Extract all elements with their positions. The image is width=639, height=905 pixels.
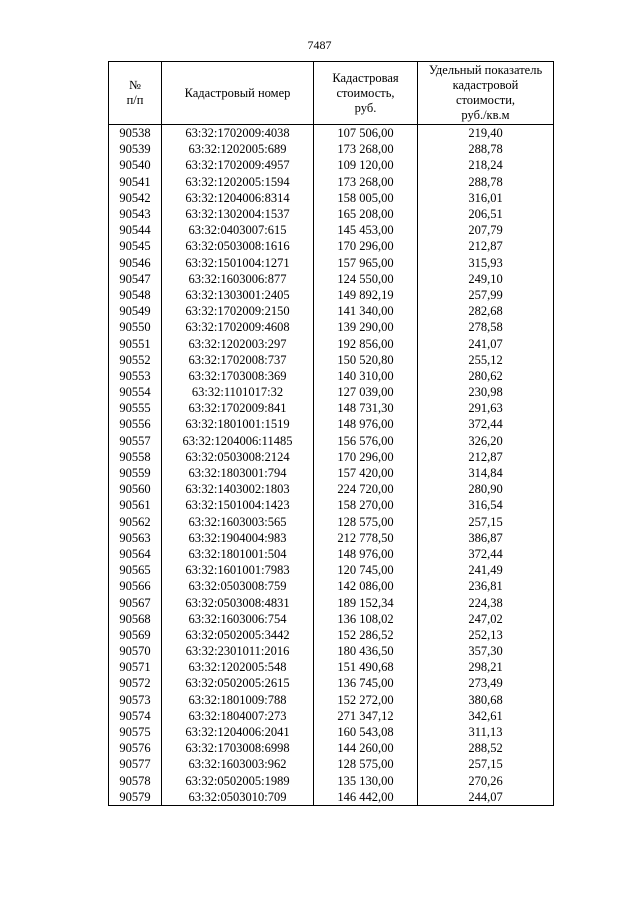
cell-cadastral-value: 152 272,00: [314, 692, 418, 708]
cell-specific-value: 218,24: [418, 157, 554, 173]
cell-row-number: 90551: [109, 335, 162, 351]
cell-cadastral-value: 180 436,50: [314, 643, 418, 659]
cell-cadastral-value: 157 420,00: [314, 465, 418, 481]
cell-cadastral-value: 136 745,00: [314, 675, 418, 691]
cell-row-number: 90563: [109, 530, 162, 546]
cell-cadastral-value: 189 152,34: [314, 594, 418, 610]
cell-cadastral-value: 151 490,68: [314, 659, 418, 675]
cell-cadastral-value: 212 778,50: [314, 530, 418, 546]
cell-specific-value: 288,52: [418, 740, 554, 756]
cell-row-number: 90566: [109, 578, 162, 594]
cell-row-number: 90560: [109, 481, 162, 497]
cell-specific-value: 244,07: [418, 789, 554, 806]
cell-cadastral-value: 152 286,52: [314, 627, 418, 643]
cell-cadastral-number: 63:32:0503010:709: [162, 789, 314, 806]
cell-specific-value: 207,79: [418, 222, 554, 238]
table-row: [109, 303, 554, 319]
cell-specific-value: 316,54: [418, 497, 554, 513]
cell-row-number: 90543: [109, 206, 162, 222]
cell-cadastral-number: 63:32:1703008:369: [162, 368, 314, 384]
cell-specific-value: 316,01: [418, 190, 554, 206]
table-row: [109, 643, 554, 659]
cell-cadastral-number: 63:32:1801001:504: [162, 546, 314, 562]
cell-row-number: 90538: [109, 125, 162, 142]
cell-specific-value: 280,90: [418, 481, 554, 497]
cell-row-number: 90571: [109, 659, 162, 675]
cell-cadastral-number: 63:32:1702009:2150: [162, 303, 314, 319]
cell-row-number: 90559: [109, 465, 162, 481]
cell-cadastral-number: 63:32:1303001:2405: [162, 287, 314, 303]
cell-cadastral-number: 63:32:1702009:4038: [162, 125, 314, 142]
cell-cadastral-value: 271 347,12: [314, 708, 418, 724]
cell-row-number: 90540: [109, 157, 162, 173]
cell-row-number: 90577: [109, 756, 162, 772]
table-row: [109, 692, 554, 708]
table-row: [109, 222, 554, 238]
cell-cadastral-number: 63:32:1702009:4608: [162, 319, 314, 335]
cell-specific-value: 357,30: [418, 643, 554, 659]
cell-cadastral-value: 142 086,00: [314, 578, 418, 594]
cell-cadastral-value: 224 720,00: [314, 481, 418, 497]
cell-specific-value: 206,51: [418, 206, 554, 222]
header-cadastral-value: Кадастровая стоимость, руб.: [314, 62, 418, 125]
cell-cadastral-number: 63:32:1101017:32: [162, 384, 314, 400]
cell-cadastral-value: 156 576,00: [314, 433, 418, 449]
cell-cadastral-value: 120 745,00: [314, 562, 418, 578]
cell-cadastral-value: 139 290,00: [314, 319, 418, 335]
table-row: [109, 238, 554, 254]
cell-row-number: 90554: [109, 384, 162, 400]
cell-cadastral-number: 63:32:0503008:4831: [162, 594, 314, 610]
cell-cadastral-value: 140 310,00: [314, 368, 418, 384]
cell-specific-value: 288,78: [418, 174, 554, 190]
cell-cadastral-number: 63:32:1202005:689: [162, 141, 314, 157]
cell-cadastral-value: 128 575,00: [314, 756, 418, 772]
cell-cadastral-number: 63:32:1501004:1271: [162, 255, 314, 271]
table-row: [109, 255, 554, 271]
cell-cadastral-number: 63:32:1603006:877: [162, 271, 314, 287]
table-row: [109, 206, 554, 222]
cell-cadastral-number: 63:32:1202005:1594: [162, 174, 314, 190]
table-row: [109, 190, 554, 206]
cell-row-number: 90553: [109, 368, 162, 384]
cell-specific-value: 236,81: [418, 578, 554, 594]
table-row: [109, 433, 554, 449]
cell-specific-value: 326,20: [418, 433, 554, 449]
cell-specific-value: 241,49: [418, 562, 554, 578]
cell-specific-value: 278,58: [418, 319, 554, 335]
cell-cadastral-value: 144 260,00: [314, 740, 418, 756]
table-row: [109, 578, 554, 594]
cell-cadastral-number: 63:32:2301011:2016: [162, 643, 314, 659]
cell-specific-value: 212,87: [418, 238, 554, 254]
cell-specific-value: 372,44: [418, 546, 554, 562]
cell-cadastral-value: 158 270,00: [314, 497, 418, 513]
cell-row-number: 90565: [109, 562, 162, 578]
cell-row-number: 90561: [109, 497, 162, 513]
cell-cadastral-value: 170 296,00: [314, 238, 418, 254]
table-row: [109, 594, 554, 610]
table-row: [109, 659, 554, 675]
cell-specific-value: 380,68: [418, 692, 554, 708]
cell-specific-value: 342,61: [418, 708, 554, 724]
cell-cadastral-value: 124 550,00: [314, 271, 418, 287]
cell-row-number: 90567: [109, 594, 162, 610]
cell-row-number: 90549: [109, 303, 162, 319]
cell-row-number: 90544: [109, 222, 162, 238]
cell-row-number: 90570: [109, 643, 162, 659]
table-header: [109, 62, 554, 125]
table-row: [109, 449, 554, 465]
cell-row-number: 90574: [109, 708, 162, 724]
cell-cadastral-number: 63:32:1204006:11485: [162, 433, 314, 449]
table-row: [109, 174, 554, 190]
cell-row-number: 90541: [109, 174, 162, 190]
cell-row-number: 90539: [109, 141, 162, 157]
table-row: [109, 141, 554, 157]
cell-cadastral-number: 63:32:0503008:759: [162, 578, 314, 594]
table-row: [109, 708, 554, 724]
table-row: [109, 627, 554, 643]
cell-cadastral-number: 63:32:1204006:2041: [162, 724, 314, 740]
cell-cadastral-number: 63:32:1601001:7983: [162, 562, 314, 578]
cell-row-number: 90573: [109, 692, 162, 708]
table-row: [109, 271, 554, 287]
cell-cadastral-number: 63:32:1202005:548: [162, 659, 314, 675]
cell-cadastral-value: 145 453,00: [314, 222, 418, 238]
table-row: [109, 675, 554, 691]
cell-cadastral-number: 63:32:0403007:615: [162, 222, 314, 238]
table-row: [109, 497, 554, 513]
cell-cadastral-number: 63:32:0502005:1989: [162, 773, 314, 789]
cell-cadastral-value: 109 120,00: [314, 157, 418, 173]
cell-row-number: 90546: [109, 255, 162, 271]
cell-row-number: 90562: [109, 514, 162, 530]
cell-specific-value: 386,87: [418, 530, 554, 546]
cell-row-number: 90568: [109, 611, 162, 627]
cell-row-number: 90550: [109, 319, 162, 335]
cell-cadastral-number: 63:32:0502005:3442: [162, 627, 314, 643]
cell-cadastral-number: 63:32:1403002:1803: [162, 481, 314, 497]
cell-specific-value: 224,38: [418, 594, 554, 610]
cell-cadastral-number: 63:32:1801001:1519: [162, 416, 314, 432]
cell-cadastral-number: 63:32:1801009:788: [162, 692, 314, 708]
cell-row-number: 90552: [109, 352, 162, 368]
table-row: [109, 611, 554, 627]
cell-row-number: 90548: [109, 287, 162, 303]
table-row: [109, 562, 554, 578]
cell-cadastral-value: 165 208,00: [314, 206, 418, 222]
table-row: [109, 514, 554, 530]
table-row: [109, 368, 554, 384]
table-body: [109, 125, 554, 806]
cell-row-number: 90557: [109, 433, 162, 449]
cell-specific-value: 230,98: [418, 384, 554, 400]
cell-specific-value: 270,26: [418, 773, 554, 789]
cell-cadastral-value: 127 039,00: [314, 384, 418, 400]
cell-specific-value: 257,15: [418, 514, 554, 530]
cell-specific-value: 315,93: [418, 255, 554, 271]
cell-cadastral-number: 63:32:1803001:794: [162, 465, 314, 481]
cell-cadastral-value: 173 268,00: [314, 174, 418, 190]
cell-cadastral-value: 128 575,00: [314, 514, 418, 530]
cell-specific-value: 311,13: [418, 724, 554, 740]
cell-specific-value: 219,40: [418, 125, 554, 142]
cell-specific-value: 252,13: [418, 627, 554, 643]
cell-specific-value: 247,02: [418, 611, 554, 627]
cell-row-number: 90564: [109, 546, 162, 562]
cell-specific-value: 257,15: [418, 756, 554, 772]
cell-specific-value: 249,10: [418, 271, 554, 287]
cell-cadastral-value: 148 976,00: [314, 416, 418, 432]
cell-specific-value: 282,68: [418, 303, 554, 319]
cell-row-number: 90572: [109, 675, 162, 691]
cell-row-number: 90555: [109, 400, 162, 416]
cell-specific-value: 241,07: [418, 335, 554, 351]
header-row: [109, 62, 554, 125]
table-row: [109, 465, 554, 481]
cell-cadastral-value: 141 340,00: [314, 303, 418, 319]
cell-row-number: 90579: [109, 789, 162, 806]
cell-specific-value: 291,63: [418, 400, 554, 416]
table-row: [109, 319, 554, 335]
cell-cadastral-value: 160 543,08: [314, 724, 418, 740]
cell-cadastral-value: 148 976,00: [314, 546, 418, 562]
table-row: [109, 756, 554, 772]
cell-cadastral-number: 63:32:1904004:983: [162, 530, 314, 546]
cell-specific-value: 255,12: [418, 352, 554, 368]
cell-specific-value: 212,87: [418, 449, 554, 465]
table-row: [109, 546, 554, 562]
cell-cadastral-number: 63:32:0502005:2615: [162, 675, 314, 691]
cell-specific-value: 314,84: [418, 465, 554, 481]
cell-cadastral-number: 63:32:0503008:2124: [162, 449, 314, 465]
cadastral-value-table: [108, 61, 554, 806]
table-row: [109, 773, 554, 789]
cell-cadastral-number: 63:32:1702008:737: [162, 352, 314, 368]
table-row: [109, 481, 554, 497]
table-row: [109, 724, 554, 740]
cell-row-number: 90576: [109, 740, 162, 756]
cell-cadastral-number: 63:32:1302004:1537: [162, 206, 314, 222]
cell-row-number: 90542: [109, 190, 162, 206]
cell-cadastral-value: 146 442,00: [314, 789, 418, 806]
table-row: [109, 400, 554, 416]
cell-cadastral-number: 63:32:1603003:962: [162, 756, 314, 772]
cell-row-number: 90578: [109, 773, 162, 789]
table-row: [109, 157, 554, 173]
cell-cadastral-value: 158 005,00: [314, 190, 418, 206]
cell-cadastral-value: 150 520,80: [314, 352, 418, 368]
cell-cadastral-number: 63:32:1703008:6998: [162, 740, 314, 756]
cell-specific-value: 273,49: [418, 675, 554, 691]
cell-cadastral-number: 63:32:1603006:754: [162, 611, 314, 627]
cell-cadastral-number: 63:32:1702009:841: [162, 400, 314, 416]
cell-cadastral-number: 63:32:1202003:297: [162, 335, 314, 351]
cell-cadastral-number: 63:32:1501004:1423: [162, 497, 314, 513]
table-row: [109, 352, 554, 368]
cell-cadastral-value: 192 856,00: [314, 335, 418, 351]
table-row: [109, 740, 554, 756]
cell-cadastral-value: 107 506,00: [314, 125, 418, 142]
cell-cadastral-value: 136 108,02: [314, 611, 418, 627]
cell-row-number: 90547: [109, 271, 162, 287]
cell-cadastral-number: 63:32:1204006:8314: [162, 190, 314, 206]
table-row: [109, 125, 554, 142]
cell-cadastral-value: 148 731,30: [314, 400, 418, 416]
table-row: [109, 416, 554, 432]
cell-row-number: 90569: [109, 627, 162, 643]
cell-row-number: 90556: [109, 416, 162, 432]
table-row: [109, 789, 554, 806]
table-row: [109, 530, 554, 546]
header-specific-value: Удельный показатель кадастровой стоимости, руб./кв.м: [418, 62, 554, 125]
cell-specific-value: 257,99: [418, 287, 554, 303]
cell-row-number: 90575: [109, 724, 162, 740]
cell-specific-value: 288,78: [418, 141, 554, 157]
cell-cadastral-value: 135 130,00: [314, 773, 418, 789]
table-row: [109, 287, 554, 303]
cell-specific-value: 298,21: [418, 659, 554, 675]
table-row: [109, 335, 554, 351]
cell-cadastral-value: 149 892,19: [314, 287, 418, 303]
cell-specific-value: 280,62: [418, 368, 554, 384]
cell-cadastral-number: 63:32:1804007:273: [162, 708, 314, 724]
header-row-number: № п/п: [109, 62, 162, 125]
cell-row-number: 90545: [109, 238, 162, 254]
cell-cadastral-number: 63:32:1603003:565: [162, 514, 314, 530]
header-cadastral-number: Кадастровый номер: [162, 62, 314, 125]
page-number: 7487: [307, 38, 332, 52]
cell-cadastral-number: 63:32:0503008:1616: [162, 238, 314, 254]
cell-specific-value: 372,44: [418, 416, 554, 432]
table-row: [109, 384, 554, 400]
cell-cadastral-value: 157 965,00: [314, 255, 418, 271]
cell-row-number: 90558: [109, 449, 162, 465]
cell-cadastral-number: 63:32:1702009:4957: [162, 157, 314, 173]
cell-cadastral-value: 173 268,00: [314, 141, 418, 157]
cell-cadastral-value: 170 296,00: [314, 449, 418, 465]
